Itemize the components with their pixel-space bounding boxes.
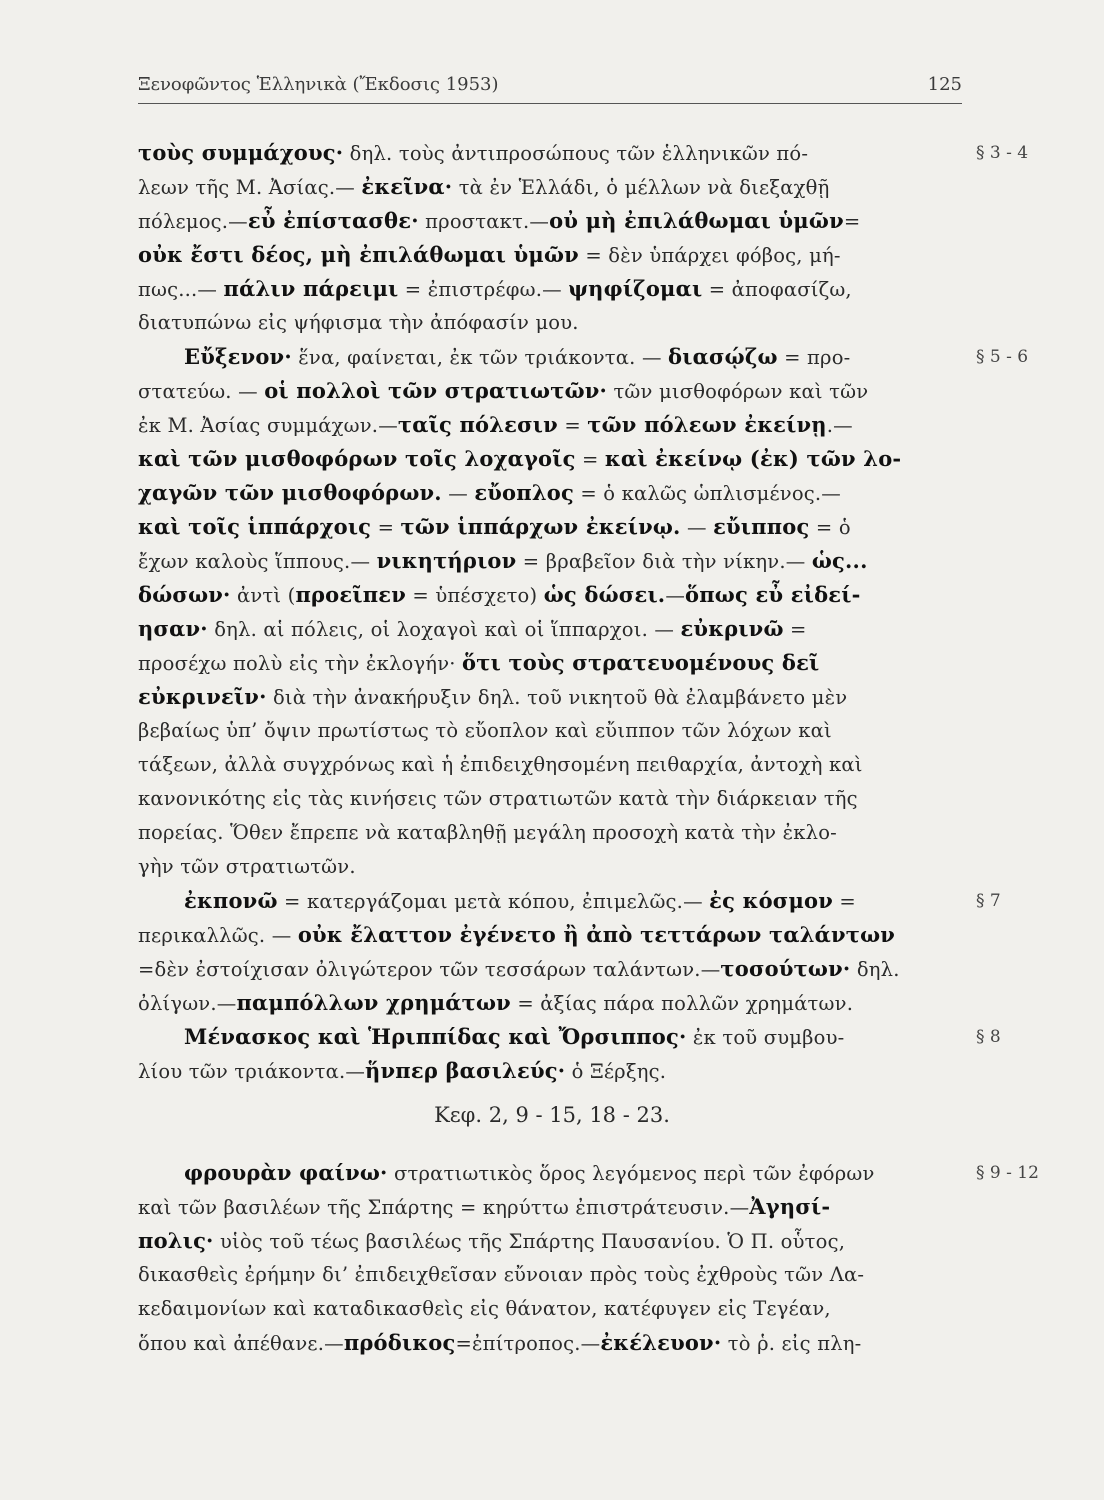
text-line	[184, 1020, 1014, 1055]
bold-term: ἐκεῖνα·	[361, 174, 453, 199]
bold-term: οὐ μὴ ἐπιλάθωμαι ὑμῶν	[549, 208, 844, 233]
gloss-text: πόλεμος.—	[138, 210, 248, 233]
text-line	[138, 306, 968, 340]
text-line	[184, 884, 1014, 919]
gloss-text: =	[783, 618, 807, 641]
section-marker: § 3 - 4	[976, 143, 1029, 163]
gloss-text: δηλ.	[850, 958, 900, 981]
text-line	[138, 714, 968, 748]
text-line	[184, 1156, 1014, 1191]
page-number: 125	[927, 74, 962, 95]
gloss-text: ἀντὶ (	[230, 584, 296, 607]
gloss-text: =	[833, 890, 856, 913]
gloss-text: κανονικότης εἰς τὰς κινήσεις τῶν στρατιωτῶν κατὰ τὴν διάρκειαν τῆς	[138, 787, 858, 810]
bold-term: εὐκρινεῖν·	[138, 684, 267, 709]
gloss-text: —	[665, 584, 686, 607]
section-marker: § 5 - 6	[976, 347, 1029, 367]
gloss-text: = βραβεῖον διὰ τὴν νίκην.—	[516, 550, 812, 573]
gloss-text: =	[575, 448, 605, 471]
gloss-text: ὀλίγων.—	[138, 992, 237, 1015]
bold-term: εὖ ἐπίστασθε·	[247, 208, 419, 233]
text-line	[138, 986, 968, 1021]
gloss-text: =δὲν ἐστοίχισαν ὀλιγώτερον τῶν τεσσάρων ταλάντων.—	[138, 958, 721, 981]
text-line	[138, 850, 968, 884]
gloss-text: πορείας. Ὅθεν ἔπρεπε νὰ καταβληθῇ μεγάλη προσοχὴ κατὰ τὴν ἐκλο-	[138, 821, 837, 844]
gloss-text: =	[557, 414, 588, 437]
text-line	[138, 782, 968, 816]
bold-term: Ἀγησί-	[749, 1194, 831, 1219]
gloss-text: διατυπώνω εἰς ψήφισμα τὴν ἀπόφασίν μου.	[138, 311, 579, 334]
bold-term: εὔοπλος	[474, 480, 574, 505]
gloss-text: τὰ ἐν Ἑλλάδι, ὁ μέλλων νὰ διεξαχθῇ	[452, 176, 830, 199]
bold-term: φρουρὰν φαίνω·	[184, 1160, 388, 1185]
gloss-text: τῶν μισθοφόρων καὶ τῶν	[607, 380, 869, 403]
bold-term: Μένασκος καὶ Ἡριππίδας καὶ Ὄρσιππος·	[184, 1024, 687, 1049]
text-line	[138, 136, 968, 171]
bold-term: ἥνπερ βασιλεύς·	[365, 1058, 566, 1083]
bold-term: ἐκπονῶ	[184, 888, 278, 913]
gloss-text: ἐκ Μ. Ἀσίας συμμάχων.—	[138, 414, 398, 437]
text-line	[138, 816, 968, 850]
text-line	[138, 238, 968, 273]
bold-term: ψηφίζομαι	[568, 276, 703, 301]
text-line	[138, 1224, 968, 1259]
gloss-text: τὸ ῥ. εἰς πλη-	[721, 1332, 862, 1355]
gloss-text: —	[441, 482, 475, 505]
gloss-text: λεων τῆς Μ. Ἀσίας.—	[138, 176, 362, 199]
bold-term: τῶν πόλεων ἐκείνῃ	[587, 412, 827, 437]
text-line	[138, 646, 968, 681]
bold-term: παμπόλλων χρημάτων	[236, 990, 511, 1015]
text-line	[138, 918, 968, 953]
gloss-text: ἔχων καλοὺς ἵππους.—	[138, 550, 377, 573]
text-line	[138, 680, 968, 715]
bold-term: πρόδικος	[343, 1330, 456, 1355]
chapter-heading: Κεφ. 2, 9 - 15, 18 - 23.	[434, 1103, 670, 1127]
bold-term: καὶ τοῖς ἱππάρχοις	[138, 514, 372, 539]
gloss-text: κεδαιμονίων καὶ καταδικασθεὶς εἰς θάνατον, κατέφυγεν εἰς Τεγέαν,	[138, 1297, 831, 1320]
text-line	[138, 272, 968, 307]
gloss-text: = ἐπιστρέφω.—	[398, 278, 569, 301]
gloss-text: πως...—	[138, 278, 224, 301]
gloss-text: ὁ Ξέρξης.	[565, 1060, 667, 1083]
gloss-text: δηλ. τοὺς ἀντιπροσώπους τῶν ἑλληνικῶν πό-	[343, 142, 809, 165]
gloss-text: =ἐπίτροπος.—	[455, 1332, 601, 1355]
gloss-text: = ὁ	[809, 516, 851, 539]
gloss-text: δικασθεὶς ἐρήμην δι’ ἐπιδειχθεῖσαν εὔνοιαν πρὸς τοὺς ἐχθροὺς τῶν Λα-	[138, 1263, 865, 1286]
text-line	[138, 170, 968, 205]
gloss-text: = ἀξίας πάρα πολλῶν χρημάτων.	[510, 992, 854, 1015]
text-line	[138, 510, 968, 545]
bold-term: πολις·	[138, 1228, 214, 1253]
gloss-text: περικαλλῶς. —	[138, 924, 298, 947]
gloss-text: ὅπου καὶ ἀπέθανε.—	[138, 1332, 344, 1355]
bold-term: χαγῶν τῶν μισθοφόρων.	[138, 480, 442, 505]
text-line	[138, 1054, 968, 1089]
gloss-text: στατεύω. —	[138, 380, 265, 403]
text-line	[138, 1258, 968, 1292]
gloss-text: = δὲν ὑπάρχει φόβος, μή-	[578, 244, 841, 267]
gloss-text: προσέχω πολὺ εἰς τὴν ἐκλογήν·	[138, 652, 463, 675]
bold-term: Εὔξενον·	[184, 344, 292, 369]
bold-term: οὐκ ἔλαττον ἐγένετο ἢ ἀπὸ τεττάρων ταλάντων	[297, 922, 896, 947]
bold-term: ησαν·	[138, 616, 208, 641]
gloss-text: = ὑπέσχετο)	[406, 584, 544, 607]
bold-term: ὡς...	[811, 548, 868, 573]
gloss-text: =	[371, 516, 401, 539]
bold-term: οἱ πολλοὶ τῶν στρατιωτῶν·	[264, 378, 608, 403]
bold-term: οὐκ ἔστι δέος, μὴ ἐπιλάθωμαι ὑμῶν	[138, 242, 579, 267]
text-line	[138, 442, 968, 477]
gloss-text: τάξεων, ἀλλὰ συγχρόνως καὶ ἡ ἐπιδειχθησομένη πειθαρχία, ἀντοχὴ καὶ	[138, 753, 863, 776]
section-marker: § 9 - 12	[976, 1163, 1039, 1183]
gloss-text: καὶ τῶν βασιλέων τῆς Σπάρτης = κηρύττω ἐπιστράτευσιν.—	[138, 1196, 750, 1219]
gloss-text: = προ-	[777, 346, 851, 369]
gloss-text: = ἀποφασίζω,	[702, 278, 852, 301]
bold-term: διασῴζω	[668, 344, 778, 369]
section-marker: § 7	[976, 891, 1001, 911]
text-line	[138, 1292, 968, 1326]
gloss-text: ἐκ τοῦ συμβου-	[686, 1026, 845, 1049]
text-line	[138, 952, 968, 987]
bold-term: ὅπως εὖ εἰδεί-	[685, 582, 861, 607]
text-line	[138, 1326, 968, 1361]
bold-term: εὐκρινῶ	[680, 616, 784, 641]
gloss-text: ἕνα, φαίνεται, ἐκ τῶν τριάκοντα. —	[291, 346, 669, 369]
bold-term: πάλιν πάρειμι	[223, 276, 399, 301]
text-line	[138, 204, 968, 239]
text-line	[184, 340, 1014, 375]
section-marker: § 8	[976, 1027, 1001, 1047]
header-title: Ξενοφῶντος Ἑλληνικὰ (Ἔκδοσις 1953)	[138, 74, 499, 95]
text-line	[138, 578, 968, 613]
gloss-text: —	[680, 516, 714, 539]
bold-term: τοσούτων·	[720, 956, 851, 981]
gloss-text: = ὁ καλῶς ὡπλισμένος.—	[573, 482, 841, 505]
gloss-text: .—	[826, 414, 853, 437]
bold-term: εὔιππος	[713, 514, 810, 539]
bold-term: ὅτι τοὺς στρατευομένους δεῖ	[462, 650, 820, 675]
bold-term: ὡς δώσει.	[543, 582, 666, 607]
text-line	[138, 544, 968, 579]
bold-term: νικητήριον	[376, 548, 517, 573]
gloss-text: βεβαίως ὑπ’ ὄψιν πρωτίστως τὸ εὔοπλον καὶ εὔιππον τῶν λόχων καὶ	[138, 719, 832, 742]
bold-term: προεῖπεν	[295, 582, 407, 607]
gloss-text: =	[843, 210, 861, 233]
bold-term: τῶν ἱππάρχων ἐκείνῳ.	[400, 514, 681, 539]
gloss-text: στρατιωτικὸς ὅρος λεγόμενος περὶ τῶν ἐφόρων	[387, 1162, 875, 1185]
gloss-text: δηλ. αἱ πόλεις, οἱ λοχαγοὶ καὶ οἱ ἵππαρχοι. —	[207, 618, 681, 641]
text-line	[138, 408, 968, 443]
gloss-text: προστακτ.—	[418, 210, 550, 233]
bold-term: ἐς κόσμον	[709, 888, 834, 913]
running-header	[138, 74, 962, 104]
gloss-text: γὴν τῶν στρατιωτῶν.	[138, 855, 356, 878]
gloss-text: διὰ τὴν ἀνακήρυξιν δηλ. τοῦ νικητοῦ θὰ ἐλαμβάνετο μὲν	[266, 686, 848, 709]
gloss-text: λίου τῶν τριάκοντα.—	[138, 1060, 366, 1083]
bold-term: ἐκέλευον·	[600, 1330, 722, 1355]
text-line	[138, 1190, 968, 1225]
text-line	[138, 374, 968, 409]
bold-term: τοὺς συμμάχους·	[138, 140, 344, 165]
text-line	[138, 476, 968, 511]
bold-term: ταῖς πόλεσιν	[397, 412, 558, 437]
bold-term: καὶ ἐκείνῳ (ἐκ) τῶν λο-	[604, 446, 902, 471]
bold-term: δώσων·	[138, 582, 231, 607]
gloss-text: υἱὸς τοῦ τέως βασιλέως τῆς Σπάρτης Παυσανίου. Ὁ Π. οὗτος,	[213, 1230, 846, 1253]
text-line	[138, 748, 968, 782]
gloss-text: = κατεργάζομαι μετὰ κόπου, ἐπιμελῶς.—	[277, 890, 710, 913]
bold-term: καὶ τῶν μισθοφόρων τοῖς λοχαγοῖς	[138, 446, 576, 471]
text-line	[138, 612, 968, 647]
